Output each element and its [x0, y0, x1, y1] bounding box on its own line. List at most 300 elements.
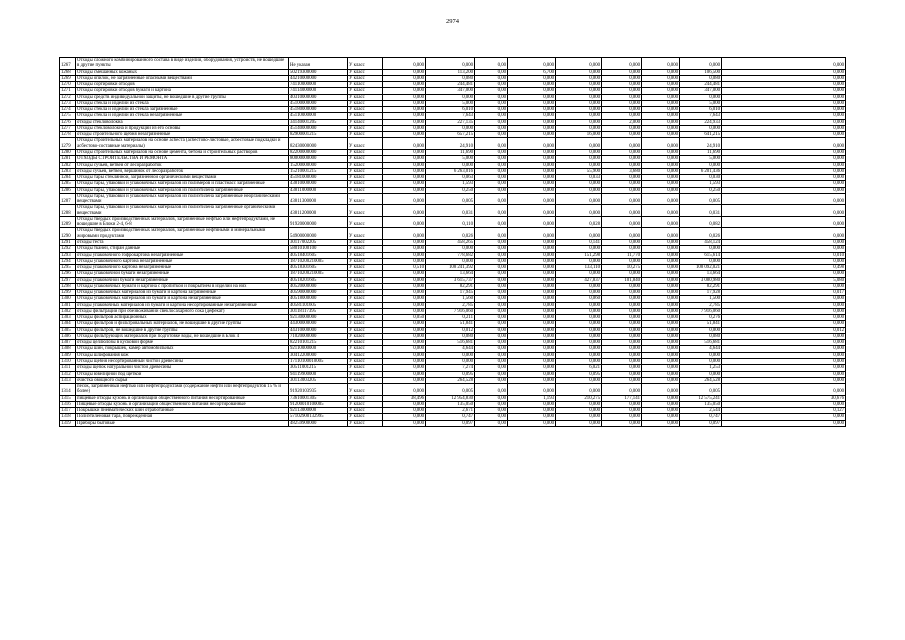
- table-cell: 0,000: [722, 138, 846, 150]
- table-cell: У класс: [348, 175, 383, 181]
- table-cell: 0,000: [602, 113, 642, 119]
- table-cell: 1310: [60, 359, 76, 365]
- table-cell: 0,000: [680, 258, 722, 264]
- table-cell: 0,000: [722, 346, 846, 352]
- table-row: [60, 420, 846, 426]
- table-cell: 0,00: [475, 408, 508, 414]
- table-cell: 0,000: [722, 113, 846, 119]
- table-cell: 0,005: [680, 193, 722, 205]
- table-cell: Отходы стекла и изделий из стекла: [76, 100, 289, 106]
- table-body: [60, 58, 846, 427]
- table-cell: 5,000: [680, 156, 722, 162]
- table-cell: 0,000: [722, 156, 846, 162]
- table-cell: 1280: [60, 149, 76, 155]
- table-cell: 113,200: [426, 69, 475, 75]
- table-cell: 1307: [60, 340, 76, 346]
- table-cell: 1272: [60, 94, 76, 100]
- table-cell: 0,000: [642, 265, 680, 271]
- table-cell: 0,000: [642, 228, 680, 240]
- table-cell: 0,000: [556, 113, 602, 119]
- table-cell: 6,021: [556, 365, 602, 371]
- table-cell: 38,496: [383, 395, 426, 401]
- table-cell: 0,747: [426, 414, 475, 420]
- table-cell: 0,000: [383, 132, 426, 138]
- table-cell: Отходы строительных материалов на основе асбеста (асбестово-листовые, асбестовые подкладки и асбестово-составные материалы): [76, 138, 289, 150]
- table-cell: 0,000: [508, 125, 556, 131]
- table-cell: 0,000: [602, 420, 642, 426]
- table-cell: 0,000: [602, 408, 642, 414]
- table-cell: 0,000: [508, 58, 556, 70]
- table-cell: 0,000: [642, 333, 680, 339]
- table-cell: 1267: [60, 58, 76, 70]
- table-cell: 0,000: [722, 125, 846, 131]
- table-cell: 0,00: [475, 340, 508, 346]
- table-cell: У класс: [348, 283, 383, 289]
- table-cell: 16,000: [556, 132, 602, 138]
- table-cell: 0,000: [556, 302, 602, 308]
- table-cell: 0,00: [475, 113, 508, 119]
- table-cell: 0,000: [642, 168, 680, 174]
- table-cell: 0,000: [642, 408, 680, 414]
- table-cell: 0,000: [556, 193, 602, 205]
- table-cell: 0,000: [383, 168, 426, 174]
- table-cell: 244,481: [680, 82, 722, 88]
- table-cell: У класс: [348, 296, 383, 302]
- table-cell: Полиэтиленовая тара, поврежденная: [76, 414, 289, 420]
- table-cell: 0,000: [383, 296, 426, 302]
- table-cell: Приборы бытовые: [76, 420, 289, 426]
- table-cell: 0,00: [475, 125, 508, 131]
- table-cell: Отходы смешанных кожаных: [76, 69, 289, 75]
- table-cell: 0,000: [383, 175, 426, 181]
- table-cell: 0,000: [722, 216, 846, 228]
- table-cell: 0,000: [383, 58, 426, 70]
- table-cell: 0,000: [508, 252, 556, 258]
- table-cell: 6,010: [426, 107, 475, 113]
- table-cell: У класс: [348, 181, 383, 187]
- table-cell: 44300000000: [289, 321, 348, 327]
- table-cell: 1269: [60, 75, 76, 81]
- table-cell: 0,000: [508, 365, 556, 371]
- table-cell: 0,050: [383, 315, 426, 321]
- table-cell: 0,00: [475, 75, 508, 81]
- table-cell: 0,000: [602, 321, 642, 327]
- table-cell: 0,000: [383, 408, 426, 414]
- table-cell: 0,00: [475, 69, 508, 75]
- table-cell: У класс: [348, 420, 383, 426]
- table-cell: 0,000: [722, 271, 846, 277]
- table-cell: 0,000: [556, 271, 602, 277]
- table-cell: 0,000: [722, 302, 846, 308]
- table-cell: 0,000: [556, 88, 602, 94]
- table-cell: 1287: [60, 193, 76, 205]
- table-cell: 1,593: [680, 181, 722, 187]
- table-cell: 2,671: [426, 408, 475, 414]
- table-cell: Отходы сложного комбинированного состава в виде изделий, оборудования, устройств, не вошедшие в другие пункты: [76, 58, 289, 70]
- table-cell: Отходы упаковочной бумаги незагрязненные: [76, 271, 289, 277]
- table-cell: 0,000: [722, 420, 846, 426]
- table-cell: 45100000000: [289, 100, 348, 106]
- table-cell: Пищевые отходы кухонь и организаций общественного питания несортированные: [76, 401, 289, 407]
- table-cell: 224,933: [680, 119, 722, 125]
- table-cell: 18710200210005: [289, 271, 348, 277]
- table-cell: 0,000: [602, 333, 642, 339]
- table-cell: 0,000: [680, 371, 722, 377]
- table-row: [60, 205, 846, 217]
- table-cell: 0,000: [722, 69, 846, 75]
- table-cell: 0,063: [426, 175, 475, 181]
- table-cell: 92110000000: [289, 346, 348, 352]
- table-cell: У класс: [348, 113, 383, 119]
- table-cell: 0,000: [556, 290, 602, 296]
- table-cell: 0,010: [722, 252, 846, 258]
- table-cell: 45110000000: [289, 113, 348, 119]
- table-cell: 0,250: [426, 187, 475, 193]
- table-cell: У класс: [348, 132, 383, 138]
- table-cell: 0,000: [556, 340, 602, 346]
- table-cell: 0,000: [383, 82, 426, 88]
- table-cell: У класс: [348, 125, 383, 131]
- table-cell: 0,000: [508, 408, 556, 414]
- table-cell: 0,000: [508, 321, 556, 327]
- table-cell: 94119900000: [289, 371, 348, 377]
- table-cell: 91920103935: [289, 384, 348, 396]
- table-cell: 0,000: [602, 359, 642, 365]
- table-cell: У класс: [348, 371, 383, 377]
- table-cell: 1291: [60, 239, 76, 245]
- table-cell: 0,000: [642, 290, 680, 296]
- table-cell: 5,080: [722, 277, 846, 283]
- table-cell: Отходы сучьев, ветвей от лесоразработок: [76, 162, 289, 168]
- table-cell: У класс: [348, 138, 383, 150]
- table-cell: 0,00: [475, 401, 508, 407]
- table-cell: 0,000: [722, 132, 846, 138]
- table-cell: 0,000: [556, 384, 602, 396]
- table-cell: 1305: [60, 327, 76, 333]
- table-cell: 0,000: [602, 132, 642, 138]
- table-cell: 82900001215: [289, 132, 348, 138]
- table-cell: 0,000: [556, 315, 602, 321]
- table-cell: 0,000: [383, 75, 426, 81]
- table-cell: 0,000: [602, 138, 642, 150]
- table-cell: 0,000: [508, 168, 556, 174]
- table-cell: 0,000: [556, 82, 602, 88]
- table-cell: 40581101605: [289, 302, 348, 308]
- table-cell: 0,000: [602, 125, 642, 131]
- table-cell: 0,000: [383, 107, 426, 113]
- table-cell: 0,747: [680, 414, 722, 420]
- table-cell: 0,00: [475, 216, 508, 228]
- table-cell: 177,141: [602, 395, 642, 401]
- table-cell: 0,000: [722, 94, 846, 100]
- table-cell: 0,000: [383, 119, 426, 125]
- table-cell: 0,000: [508, 228, 556, 240]
- table-cell: 0,000: [602, 187, 642, 193]
- table-cell: 0,000: [602, 100, 642, 106]
- table-cell: 0,000: [426, 258, 475, 264]
- table-cell: 1294: [60, 258, 76, 264]
- table-cell: 7,274: [426, 365, 475, 371]
- table-cell: 0,000: [602, 401, 642, 407]
- table-cell: У класс: [348, 258, 383, 264]
- table-cell: 30,676: [722, 395, 846, 401]
- table-cell: 0,000: [556, 149, 602, 155]
- table-cell: 0,000: [602, 327, 642, 333]
- table-cell: У класс: [348, 302, 383, 308]
- table-cell: 1300: [60, 296, 76, 302]
- table-cell: 0,250: [680, 187, 722, 193]
- table-cell: 7,643: [426, 113, 475, 119]
- table-cell: 1314: [60, 384, 76, 396]
- table-cell: отходы теста: [76, 239, 289, 245]
- table-cell: 0,000: [426, 58, 475, 70]
- table-row: [60, 216, 846, 228]
- table-cell: У класс: [348, 149, 383, 155]
- table-cell: 0,005: [426, 193, 475, 205]
- table-cell: 0,00: [475, 283, 508, 289]
- table-cell: У класс: [348, 365, 383, 371]
- table-cell: 0,00: [475, 414, 508, 420]
- table-cell: 0,00: [475, 346, 508, 352]
- table-cell: У класс: [348, 252, 383, 258]
- table-cell: 0,000: [508, 271, 556, 277]
- table-cell: 0,000: [602, 371, 642, 377]
- table-cell: 0,000: [556, 228, 602, 240]
- table-cell: 12 954,830: [426, 395, 475, 401]
- table-cell: У класс: [348, 308, 383, 314]
- table-cell: 1319: [60, 420, 76, 426]
- table-cell: 1315: [60, 395, 76, 401]
- table-cell: 0,000: [556, 420, 602, 426]
- table-cell: 0,000: [508, 290, 556, 296]
- table-cell: У класс: [348, 58, 383, 70]
- table-cell: У класс: [348, 228, 383, 240]
- table-cell: 7 916,060: [426, 308, 475, 314]
- table-cell: У класс: [348, 327, 383, 333]
- table-cell: 13,664: [680, 271, 722, 277]
- table-cell: Отходы тканей, стиран данные: [76, 246, 289, 252]
- table-cell: 0,000: [602, 149, 642, 155]
- table-cell: 0,000: [383, 88, 426, 94]
- table-cell: 0,127: [722, 408, 846, 414]
- table-cell: 0,000: [556, 94, 602, 100]
- table-cell: 0,000: [383, 377, 426, 383]
- table-cell: 30412200000: [289, 352, 348, 358]
- table-cell: 0,00: [475, 420, 508, 426]
- table-cell: 0,00: [475, 271, 508, 277]
- table-cell: Отходы стекла и изделий из стекла незагрязненные: [76, 113, 289, 119]
- table-cell: У класс: [348, 239, 383, 245]
- table-cell: 0,000: [722, 308, 846, 314]
- table-cell: 244,481: [426, 82, 475, 88]
- table-cell: 0,000: [383, 252, 426, 258]
- table-cell: Отходы упаковочных бумаги и картона с пропиткой и покрытием в изделий на них: [76, 283, 289, 289]
- table-cell: 0,028: [556, 216, 602, 228]
- table-cell: 0,000: [642, 321, 680, 327]
- table-cell: 0,000: [508, 119, 556, 125]
- table-cell: 54900000000: [289, 228, 348, 240]
- table-cell: 0,000: [722, 88, 846, 94]
- table-cell: пищевые отходы кухонь и организаций общественного питания несортированные: [76, 395, 289, 401]
- table-cell: 0,000: [556, 333, 602, 339]
- table-cell: отходы щепок натуральной чистой древесины: [76, 365, 289, 371]
- table-cell: 3 080,980: [680, 277, 722, 283]
- table-cell: Не указан: [289, 58, 348, 70]
- table-cell: 82210101215: [289, 340, 348, 346]
- table-cell: очистка овощного сырья: [76, 377, 289, 383]
- table-cell: 0,000: [642, 302, 680, 308]
- table-cell: 0,00: [475, 100, 508, 106]
- table-cell: 0,000: [383, 246, 426, 252]
- table-cell: 0,000: [383, 401, 426, 407]
- table-cell: 427,837: [556, 277, 602, 283]
- table-cell: 0,000: [383, 125, 426, 131]
- table-cell: У класс: [348, 246, 383, 252]
- table-cell: 24,910: [680, 138, 722, 150]
- table-cell: 0,00: [475, 181, 508, 187]
- table-row: [60, 228, 846, 240]
- table-cell: 30511001215: [289, 365, 348, 371]
- table-cell: 0,000: [602, 94, 642, 100]
- table-cell: отходы целлюлозы в кусковой форме: [76, 340, 289, 346]
- table-cell: 0,000: [556, 58, 602, 70]
- table-cell: Отходы стекла и изделий из стекла загрязненные: [76, 107, 289, 113]
- table-cell: 0,097: [426, 420, 475, 426]
- table-cell: 71020000000: [289, 333, 348, 339]
- table-cell: 43810000000: [289, 181, 348, 187]
- table-cell: У класс: [348, 271, 383, 277]
- table-cell: 40518301605: [289, 265, 348, 271]
- table-cell: 0,000: [508, 113, 556, 119]
- table-cell: 0,000: [508, 100, 556, 106]
- table-cell: 0,000: [722, 149, 846, 155]
- table-cell: 0,000: [722, 193, 846, 205]
- table-cell: 0,000: [722, 75, 846, 81]
- table-cell: Отходы средств индивидуальной защиты, не вошедшие в другие группы: [76, 94, 289, 100]
- table-cell: У класс: [348, 119, 383, 125]
- table-cell: 0,000: [642, 100, 680, 106]
- table-cell: 0,000: [680, 352, 722, 358]
- table-cell: 0,000: [383, 371, 426, 377]
- table-cell: 1293: [60, 252, 76, 258]
- table-cell: У класс: [348, 384, 383, 396]
- table-cell: 0,000: [602, 290, 642, 296]
- table-cell: Отходы твердых производственных материалов, загрязненные нефтяными и минеральными жировыми продуктами: [76, 228, 289, 240]
- table-cell: 7 916,060: [680, 308, 722, 314]
- table-cell: 1274: [60, 107, 76, 113]
- table-cell: 0,000: [426, 246, 475, 252]
- table-cell: 0,000: [556, 327, 602, 333]
- table-cell: 2,544: [680, 408, 722, 414]
- table-cell: 0,000: [722, 187, 846, 193]
- table-cell: 0,000: [642, 107, 680, 113]
- table-cell: 4,644: [426, 346, 475, 352]
- table-cell: 0,000: [722, 246, 846, 252]
- table-cell: Отходы тары, упаковки и упаковочных материалов из полиэтилена загрязненные: [76, 187, 289, 193]
- table-cell: 0,00: [475, 82, 508, 88]
- table-cell: 0,000: [602, 69, 642, 75]
- table-cell: 0,000: [722, 168, 846, 174]
- table-cell: 43811000000: [289, 187, 348, 193]
- table-cell: 34140001205: [289, 119, 348, 125]
- table-cell: 0,000: [508, 82, 556, 88]
- table-cell: 0,000: [556, 181, 602, 187]
- table-cell: 0,000: [642, 414, 680, 420]
- table-cell: 0,000: [556, 408, 602, 414]
- table-cell: 0,000: [383, 205, 426, 217]
- table-cell: 0,000: [383, 113, 426, 119]
- table-cell: 0,031: [680, 205, 722, 217]
- table-row: [60, 138, 846, 150]
- table-cell: 0,000: [556, 414, 602, 420]
- table-cell: 0,000: [556, 162, 602, 168]
- table-cell: 0,095: [426, 371, 475, 377]
- table-cell: 0,000: [508, 277, 556, 283]
- table-cell: 0,000: [642, 277, 680, 283]
- table-cell: 0,000: [642, 283, 680, 289]
- waste-table: [59, 57, 846, 427]
- table-cell: 0,000: [383, 162, 426, 168]
- table-cell: 0,000: [508, 75, 556, 81]
- table-cell: 0,000: [383, 138, 426, 150]
- table-cell: 0,000: [508, 193, 556, 205]
- table-cell: У класс: [348, 107, 383, 113]
- table-cell: 40518401605: [289, 252, 348, 258]
- table-cell: 0,000: [722, 162, 846, 168]
- table-cell: 0,000: [642, 149, 680, 155]
- table-cell: 0,000: [383, 100, 426, 106]
- table-cell: 82430000000: [289, 138, 348, 150]
- table-cell: 0,000: [508, 94, 556, 100]
- table-cell: 3 615,737: [426, 277, 475, 283]
- table-cell: 0,00: [475, 138, 508, 150]
- table-cell: Отходы фильтрующих материалов при подготовке воды, не вошедшие в Блок 4: [76, 333, 289, 339]
- table-cell: 0,000: [383, 384, 426, 396]
- table-cell: 11,770: [602, 252, 642, 258]
- table-cell: 3,680: [602, 168, 642, 174]
- table-cell: 1281: [60, 156, 76, 162]
- table-cell: 0,000: [508, 401, 556, 407]
- table-cell: Отходы тары, упаковки и упаковочных материалов из полиэтилена загрязненные неорганическими веществами: [76, 193, 289, 205]
- table-cell: Отходы тары, упаковки и упаковочных материалов из полиэтилена загрязненные органическими веществами: [76, 205, 289, 217]
- table-cell: 0,000: [642, 119, 680, 125]
- table-row: [60, 384, 846, 396]
- table-cell: 18710200210005: [289, 258, 348, 264]
- table-cell: 0,498: [722, 265, 846, 271]
- table-cell: 51,841: [680, 321, 722, 327]
- table-cell: 1278: [60, 132, 76, 138]
- table-cell: 1292: [60, 246, 76, 252]
- table-cell: 0,000: [602, 340, 642, 346]
- table-cell: 264,528: [426, 377, 475, 383]
- table-cell: 0,211: [426, 315, 475, 321]
- table-cell: У класс: [348, 315, 383, 321]
- table-cell: 0,00: [475, 205, 508, 217]
- table-cell: 0,000: [383, 283, 426, 289]
- table-cell: 0,012: [722, 327, 846, 333]
- table-cell: 657,215: [426, 132, 475, 138]
- table-cell: 0,000: [602, 365, 642, 371]
- table-cell: 101,840: [602, 277, 642, 283]
- table-cell: 0,000: [642, 187, 680, 193]
- table-cell: 10,275: [602, 265, 642, 271]
- table-cell: 0,276: [680, 315, 722, 321]
- table-cell: 0,000: [602, 271, 642, 277]
- table-cell: 0,000: [602, 175, 642, 181]
- table-cell: 45180000000: [289, 107, 348, 113]
- table-cell: 0,00: [475, 321, 508, 327]
- table-cell: 1306: [60, 333, 76, 339]
